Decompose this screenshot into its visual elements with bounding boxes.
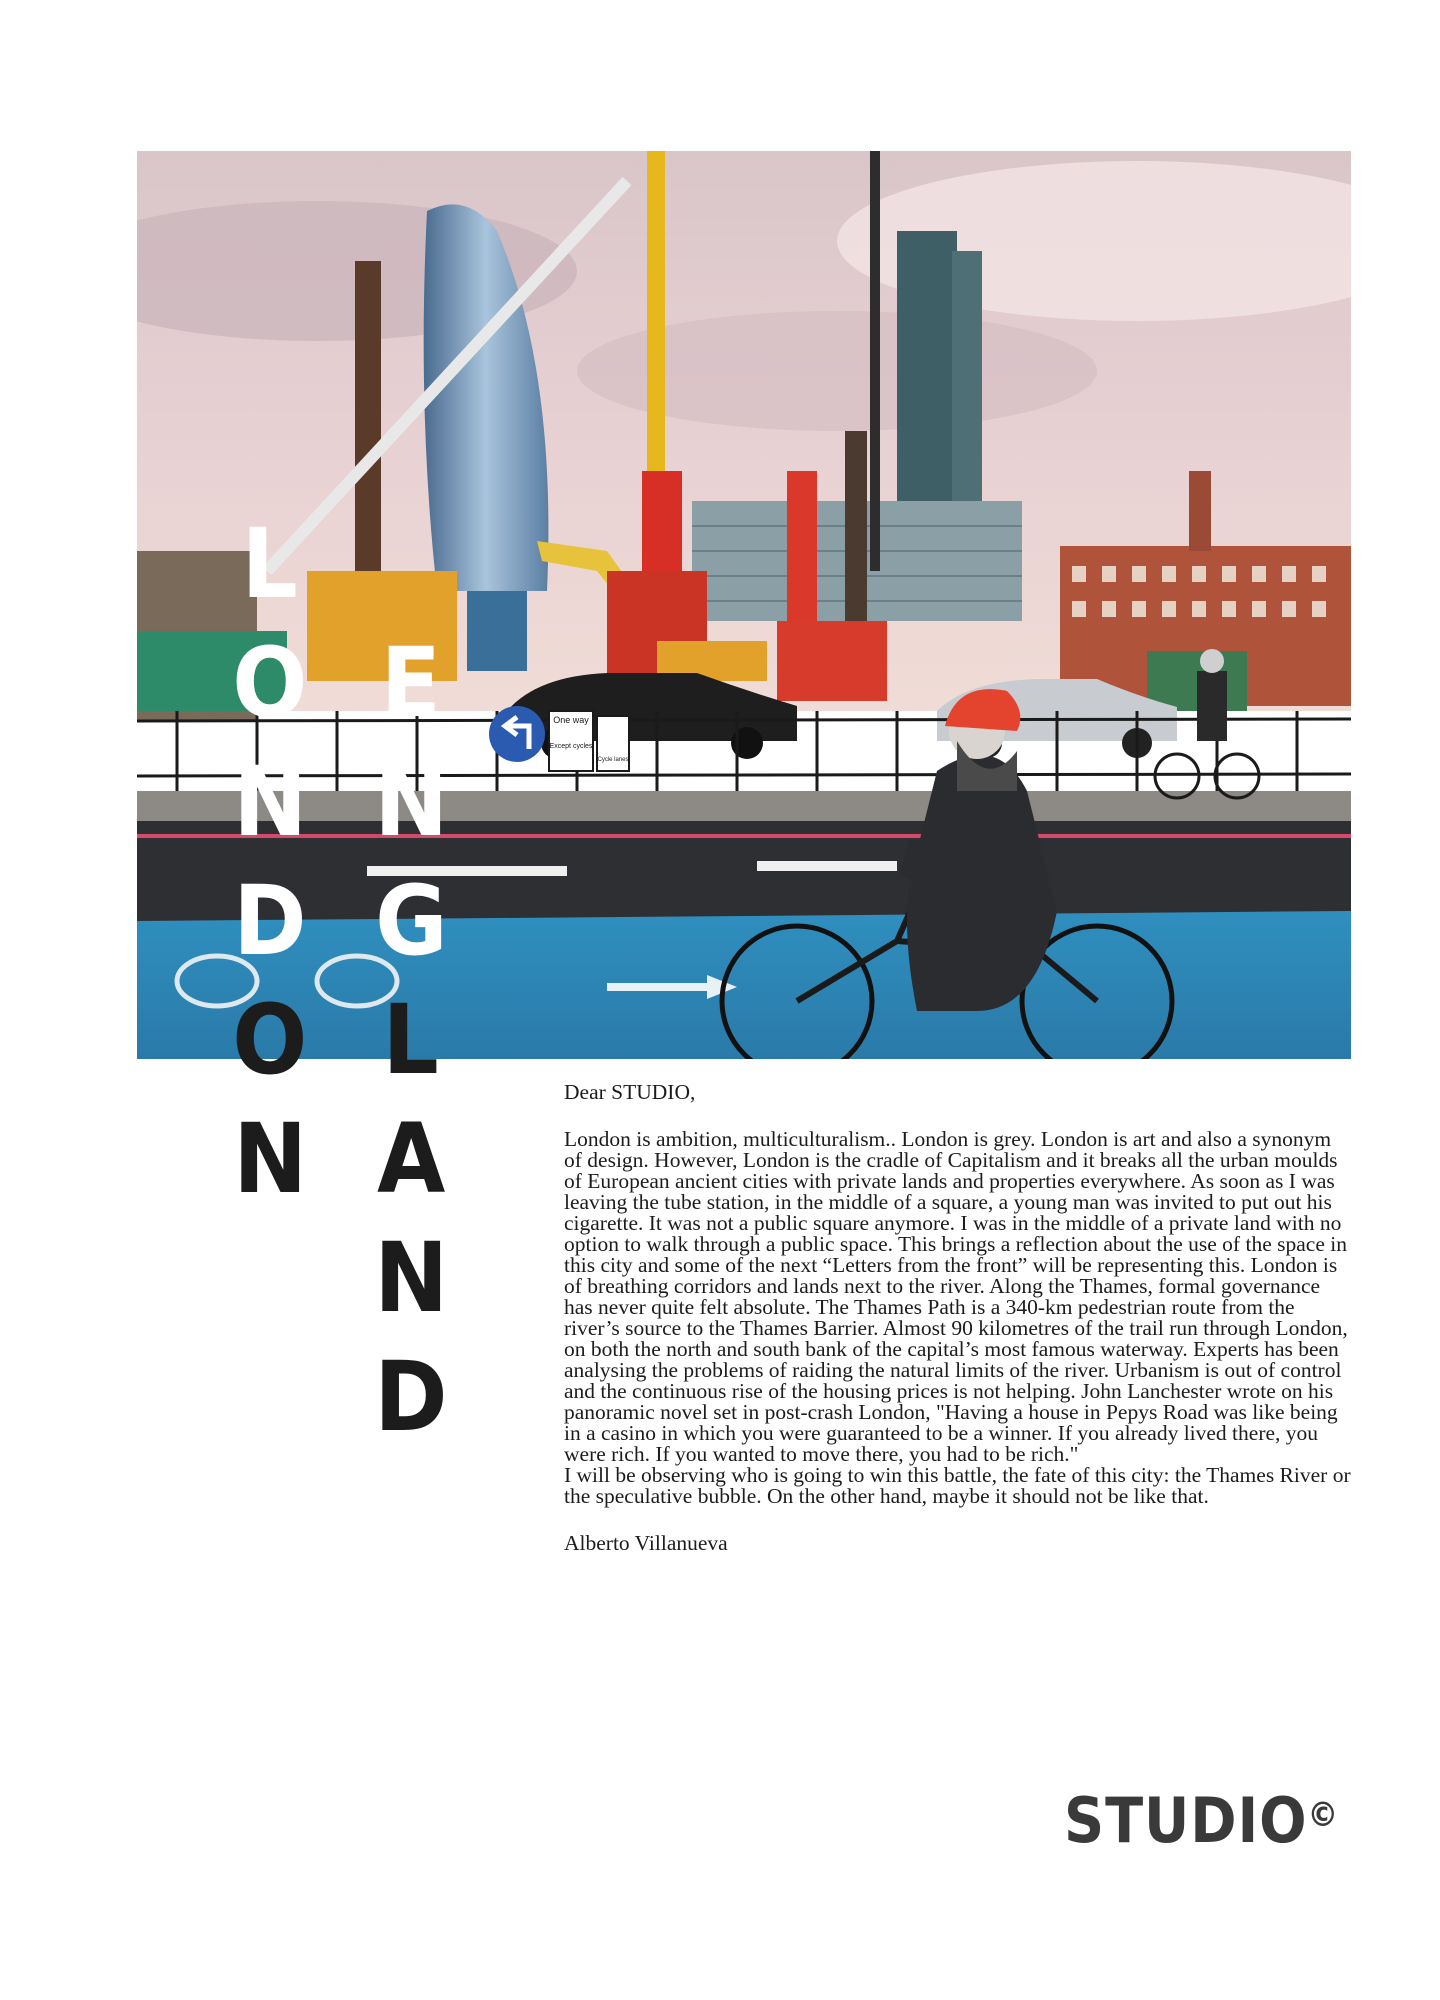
title-letter: N — [233, 746, 307, 858]
title-letter: N — [374, 1222, 448, 1334]
title-letter: N — [374, 746, 448, 858]
title-london — [205, 505, 335, 1219]
title-letter: O — [232, 627, 308, 739]
title-letter: D — [233, 865, 307, 977]
title-letter: G — [374, 865, 448, 977]
sign-text-cycle-lanes: Cycle lanes — [597, 757, 629, 763]
yellow-crane — [647, 151, 665, 481]
copyright-icon: © — [1307, 1795, 1339, 1835]
studio-logo — [1064, 1784, 1339, 1857]
letter-paragraph: I will be observing who is going to win this battle, the fate of this city: the Thames River or the speculative bubble. On the other hand, maybe it should not be like that. — [564, 1463, 1351, 1508]
sign-text-one-way: One way — [553, 715, 589, 725]
greeting: Dear STUDIO, — [564, 1080, 696, 1104]
title-letter: A — [376, 1103, 446, 1215]
title-letter: N — [233, 1103, 307, 1215]
title-letter: O — [232, 984, 308, 1096]
title-letter: D — [374, 1341, 448, 1453]
title-letter: L — [241, 508, 299, 620]
title-england — [346, 624, 476, 1457]
sign-text-except-cycles: Except cycles — [549, 743, 593, 750]
title-letter: L — [382, 984, 440, 1096]
title-letter: E — [380, 627, 442, 739]
pile — [355, 261, 381, 591]
letter-paragraph: London is ambition, multiculturalism.. London is grey. London is art and also a synonym of design. However, London is the cradle of Capitalism and it breaks all the urban moulds of European ancient cities with private lands and properties everywhere. As soon as I was leaving the tube station, in the middle of a square, a young man was invited to put out his cigarette. It was not a public square anymore. I was in the middle of a private land with no option to walk through a public space. This brings a reflection about the use of the space in this city and some of the next “Letters from the front” will be representing this. London is of breathing corridors and lands next to the river. Along the Thames, formal governance has never quite felt absolute. The Thames Path is a 340-km pedestrian route from the river’s source to the Thames Barrier. Almost 90 kilometres of the trail run through London, on both the north and south bank of the capital’s most famous waterway. Experts has been analysing the problems of raiding the natural limits of the river. Urbanism is out of control and the continuous rise of the housing prices is not helping. John Lanchester wrote on his panoramic novel set in post-crash London, "Having a house in Pepys Road was like being in a casino in which you were guaranteed to be a winner. If you already lived there, you were rich. If you wanted to move there, you had to be rich." — [564, 1127, 1348, 1466]
signature: Alberto Villanueva — [564, 1531, 728, 1555]
brand-name: STUDIO — [1064, 1784, 1308, 1857]
letter-body — [564, 1082, 1354, 1554]
